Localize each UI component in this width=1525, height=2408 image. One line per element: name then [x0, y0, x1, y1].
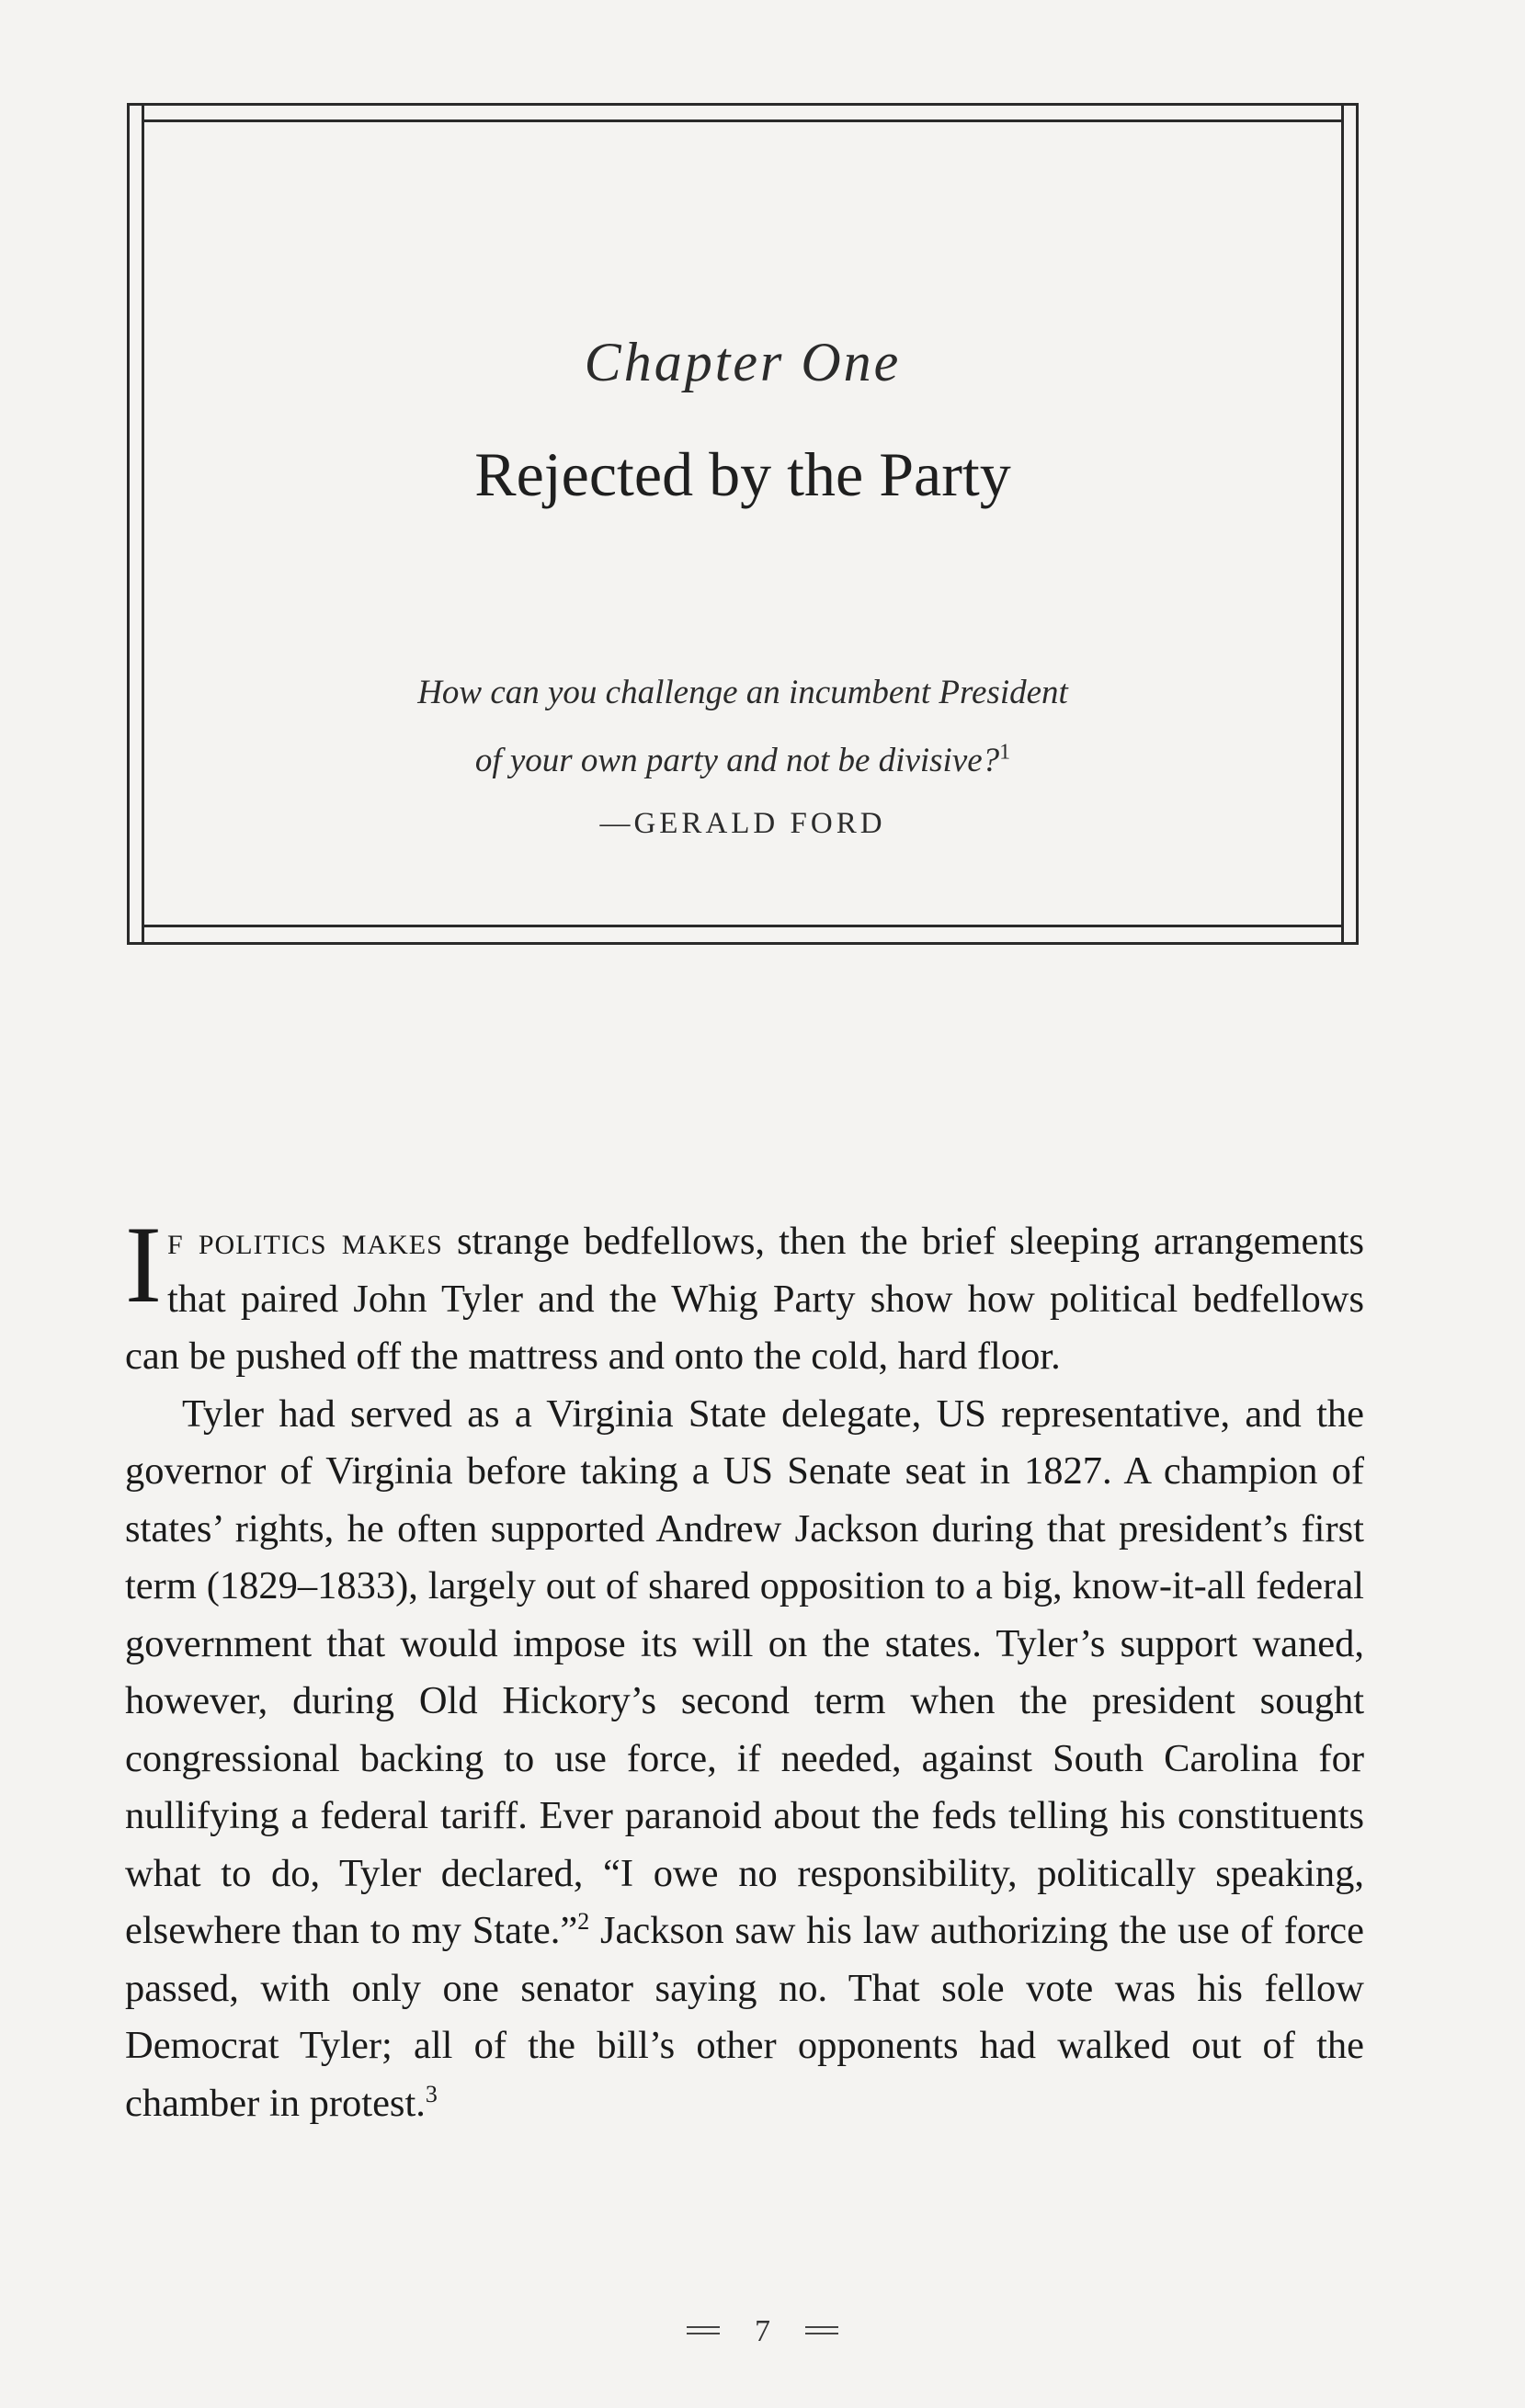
folio-ornament-right: [805, 2322, 838, 2339]
footnote-ref-3[interactable]: 3: [425, 2080, 438, 2107]
paragraph-1-text: strange bedfellows, then the brief sleeping arrangements that paired John Tyler and the Whig Party show how political bedfellows can be pushed off the mattress and onto the cold, hard floor.: [125, 1220, 1364, 1378]
lead-in-small-caps: f politics makes: [166, 1220, 443, 1263]
epigraph-attribution: —GERALD FORD: [599, 807, 886, 840]
footnote-ref-2[interactable]: 2: [577, 1907, 590, 1935]
epigraph-footnote-ref[interactable]: 1: [999, 740, 1011, 765]
box-rule-top-inner: [142, 119, 1344, 122]
paragraph-1: [125, 1203, 1364, 1386]
paragraph-2-text-a: Tyler had served as a Virginia State delegate, US representative, and the governor of Virginia before taking a US Senate seat in 1827. A champion of states’ rights, he often supported Andrew Jackson during that president’s first term (1829–1833), largely out of shared opposition to a big, know-it-all federal government that would impose its will on the states. Tyler’s support waned, however, during Old Hickory’s second term when the president sought congressional backing to use force, if needed, against South Carolina for nullifying a federal tariff. Ever paranoid about the feds telling his constituents what to do, Tyler declared, “I owe no responsibility, politically speaking, elsewhere than to my State.”: [125, 1391, 1364, 1952]
box-rule-top-outer: [127, 103, 1359, 106]
chapter-label: Chapter One: [584, 332, 902, 392]
chapter-opening-box: [127, 103, 1359, 945]
epigraph-quote: [127, 659, 1359, 795]
folio-ornament-left: [687, 2322, 720, 2339]
paragraph-2-text-b: Jackson saw his law authorizing the use of force passed, with only one senator saying no. That sole vote was his fellow Democrat Tyler; all of the bill’s other opponents had walked out of the chamber in protest.: [125, 1909, 1364, 2125]
paragraph-2: [125, 1386, 1364, 2133]
chapter-body-text: [125, 1203, 1364, 2132]
epigraph-line-1: How can you challenge an incumbent President: [417, 674, 1068, 711]
page-folio: [0, 2314, 1525, 2349]
page-number: 7: [755, 2314, 770, 2348]
epigraph-line-2-text: of your own party and not be divisive?: [474, 742, 1000, 779]
chapter-title: Rejected by the Party: [474, 439, 1011, 509]
drop-cap: I: [125, 1203, 162, 1325]
box-rule-bottom-inner: [142, 925, 1344, 927]
epigraph-line-2: [127, 727, 1359, 795]
box-rule-bottom-outer: [127, 942, 1359, 945]
